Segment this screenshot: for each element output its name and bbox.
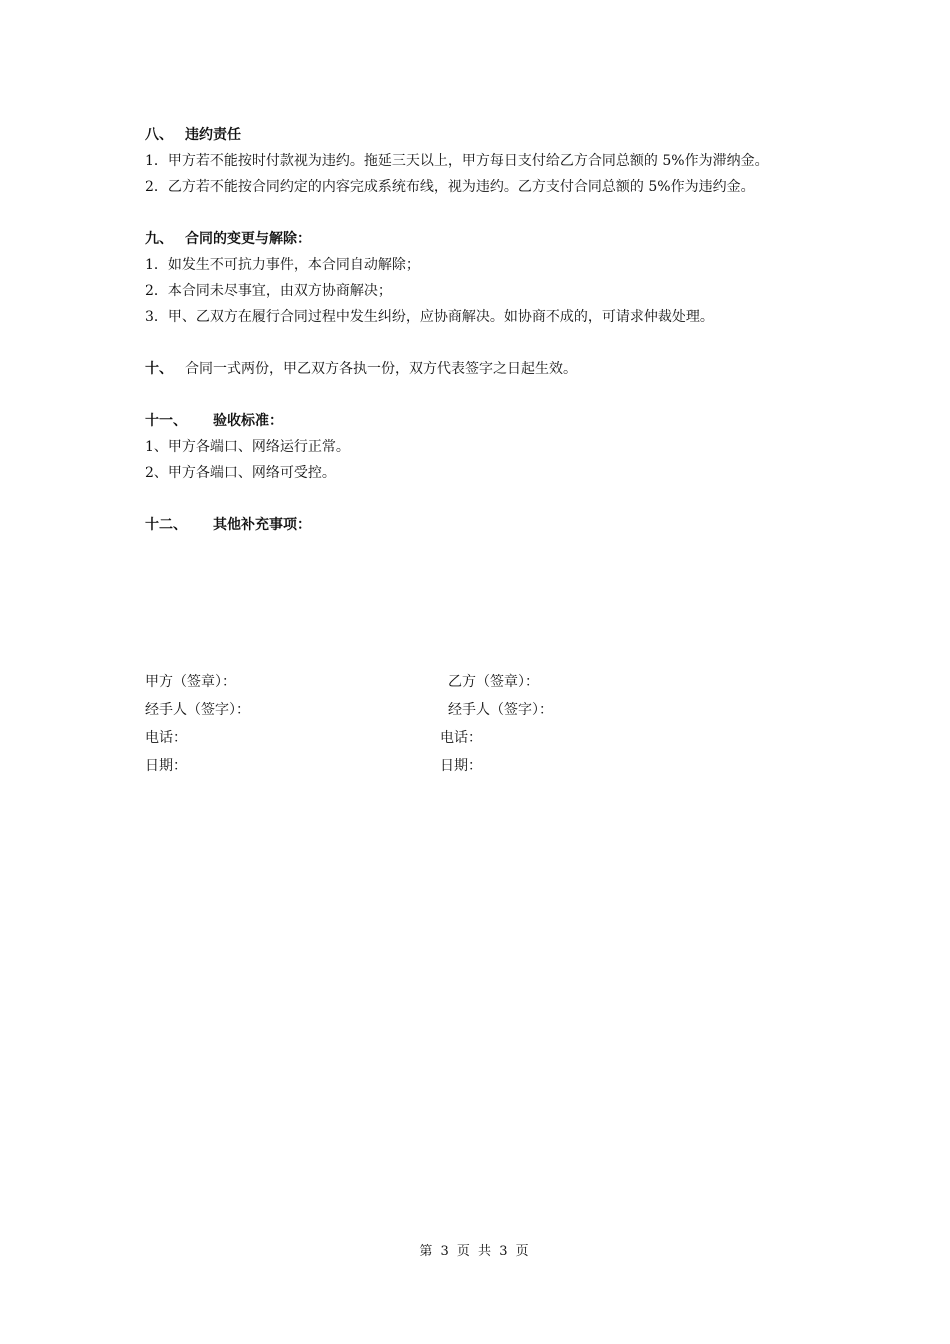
page-footer: 第 3 页 共 3 页 (419, 1244, 531, 1259)
section-number: 十一、 (145, 413, 187, 429)
signature-row-phone (145, 724, 805, 752)
signature-block (145, 668, 805, 780)
section-title: 合同的变更与解除： (185, 231, 311, 247)
section-number: 十二、 (145, 517, 187, 533)
section-title: 违约责任 (185, 127, 241, 143)
contract-body (145, 122, 805, 564)
section-number: 八、 (145, 127, 173, 143)
section-number: 十、 (145, 361, 173, 377)
handler-b-label: 经手人（签字）： (448, 702, 553, 718)
clause-item: 1．甲方若不能按时付款视为违约。拖延三天以上，甲方每日支付给乙方合同总额的 5%作为滞纳金。 (145, 153, 769, 169)
section-title: 合同一式两份，甲乙双方各执一份，双方代表签字之日起生效。 (185, 361, 577, 377)
clause-item: 2．本合同未尽事宜，由双方协商解决； (145, 283, 392, 299)
signature-row-seal (145, 668, 805, 696)
signature-row-date (145, 752, 805, 780)
clause-item: 1．如发生不可抗力事件，本合同自动解除； (145, 257, 420, 273)
section-number: 九、 (145, 231, 173, 247)
clause-item: 2．乙方若不能按合同约定的内容完成系统布线，视为违约。乙方支付合同总额的 5%作为违约金。 (145, 179, 755, 195)
section-acceptance-criteria (145, 408, 805, 486)
section-heading (145, 512, 805, 538)
section-heading (145, 226, 805, 252)
party-a-seal-label: 甲方（签章）： (145, 674, 236, 690)
section-title: 其他补充事项： (213, 517, 311, 533)
phone-a-label: 电话： (145, 730, 187, 746)
section-heading (145, 408, 805, 434)
clause-item: 3．甲、乙双方在履行合同过程中发生纠纷，应协商解决。如协商不成的，可请求仲裁处理。 (145, 309, 714, 325)
section-supplementary (145, 512, 805, 538)
section-title: 验收标准： (213, 413, 283, 429)
date-b-label: 日期： (440, 758, 482, 774)
section-heading (145, 356, 805, 382)
signature-row-handler (145, 696, 805, 724)
clause-item: 1、甲方各端口、网络运行正常。 (145, 439, 350, 455)
party-b-seal-label: 乙方（签章）： (448, 674, 539, 690)
section-breach-liability (145, 122, 805, 200)
section-heading (145, 122, 805, 148)
section-copies (145, 356, 805, 382)
handler-a-label: 经手人（签字）： (145, 702, 250, 718)
date-a-label: 日期： (145, 758, 187, 774)
phone-b-label: 电话： (440, 730, 482, 746)
section-change-termination (145, 226, 805, 330)
clause-item: 2、甲方各端口、网络可受控。 (145, 465, 336, 481)
